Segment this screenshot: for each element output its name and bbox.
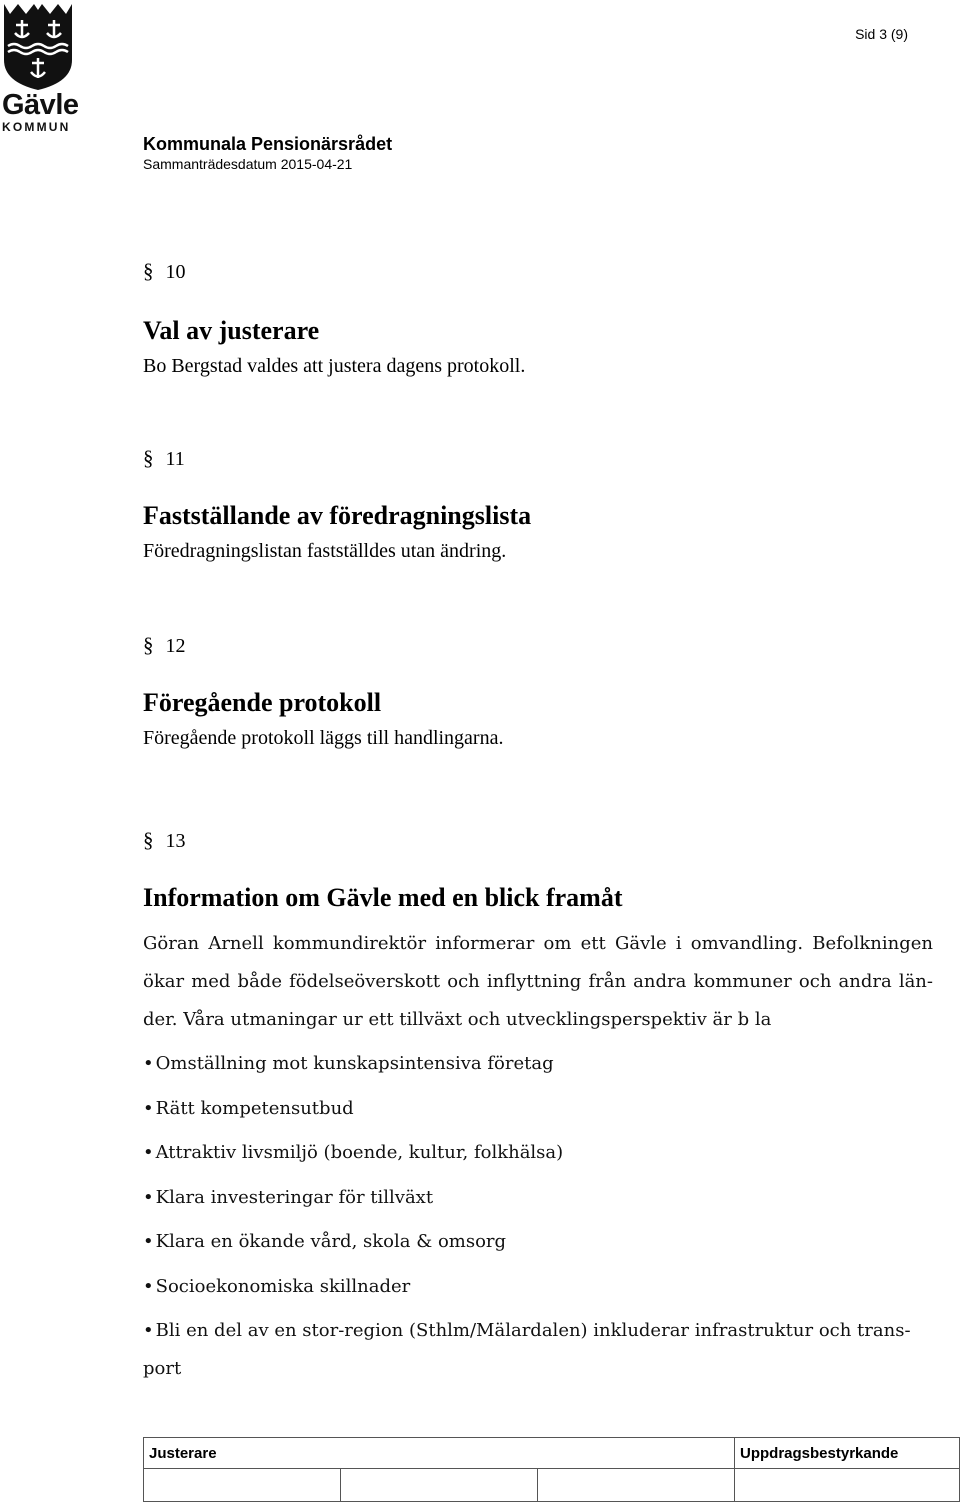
signature-table [143, 1437, 960, 1502]
list-item: • Klara investeringar för tillväxt [143, 1186, 434, 1208]
justerare-label: Justerare [144, 1438, 735, 1469]
bullet-list [143, 1045, 933, 1388]
section-symbol: § [143, 446, 154, 470]
section-symbol: § [143, 259, 154, 283]
list-item: • Attraktiv livsmiljö (boende, kultur, folkhälsa) [143, 1142, 564, 1163]
section-number: § 11 [143, 446, 185, 470]
uppdragsbestyrkande-label: Uppdragsbestyrkande [735, 1438, 960, 1469]
section-body: Göran Arnell kommundirektör informerar om ett Gävle i omvandling. Befolkningen ökar med både födelseöverskott och inflyttning från andra kommuner och andra län-der. Våra utmaningar ur ett tillväxt och utvecklingsperspektiv är b la [143, 933, 933, 1030]
section-11 [143, 445, 933, 564]
logo-wordmark: Gävle [2, 89, 79, 121]
section-body: Bo Bergstad valdes att justera dagens protokoll. [143, 355, 526, 377]
signature-field[interactable] [538, 1469, 735, 1502]
section-title: Val av justerare [143, 316, 320, 345]
section-number: § 13 [143, 828, 186, 852]
section-symbol: § [143, 828, 154, 852]
meeting-date: Sammanträdesdatum 2015-04-21 [143, 156, 353, 172]
page-indicator: Sid 3 (9) [855, 26, 908, 42]
section-number: § 10 [143, 259, 186, 283]
coat-of-arms-icon [0, 0, 76, 92]
section-13 [143, 827, 933, 914]
section-12 [143, 632, 933, 751]
list-item: • Omställning mot kunskapsintensiva företag [143, 1053, 554, 1074]
gavle-kommun-logo [0, 0, 79, 135]
list-item: • Bli en del av en stor-region (Sthlm/Mälardalen) inkluderar infrastruktur och trans-port [143, 1320, 911, 1379]
section-title: Föregående protokoll [143, 688, 382, 717]
section-number: § 12 [143, 633, 186, 657]
organization-name: Kommunala Pensionärsrådet [143, 134, 393, 154]
list-item: • Socioekonomiska skillnader [143, 1275, 411, 1297]
section-10 [143, 258, 933, 379]
section-body: Föregående protokoll läggs till handlingarna. [143, 727, 504, 749]
list-item: • Klara en ökande vård, skola & omsorg [143, 1231, 507, 1252]
section-symbol: § [143, 633, 154, 657]
signature-field[interactable] [144, 1469, 341, 1502]
logo-subtitle: KOMMUN [2, 120, 71, 134]
section-title: Information om Gävle med en blick framåt [143, 883, 623, 912]
signature-field[interactable] [735, 1469, 960, 1502]
section-body: Föredragningslistan fastställdes utan ändring. [143, 540, 507, 562]
signature-field[interactable] [341, 1469, 538, 1502]
list-item: • Rätt kompetensutbud [143, 1097, 354, 1119]
section-title: Fastställande av föredragningslista [143, 501, 532, 530]
section-13-body [143, 925, 933, 1395]
